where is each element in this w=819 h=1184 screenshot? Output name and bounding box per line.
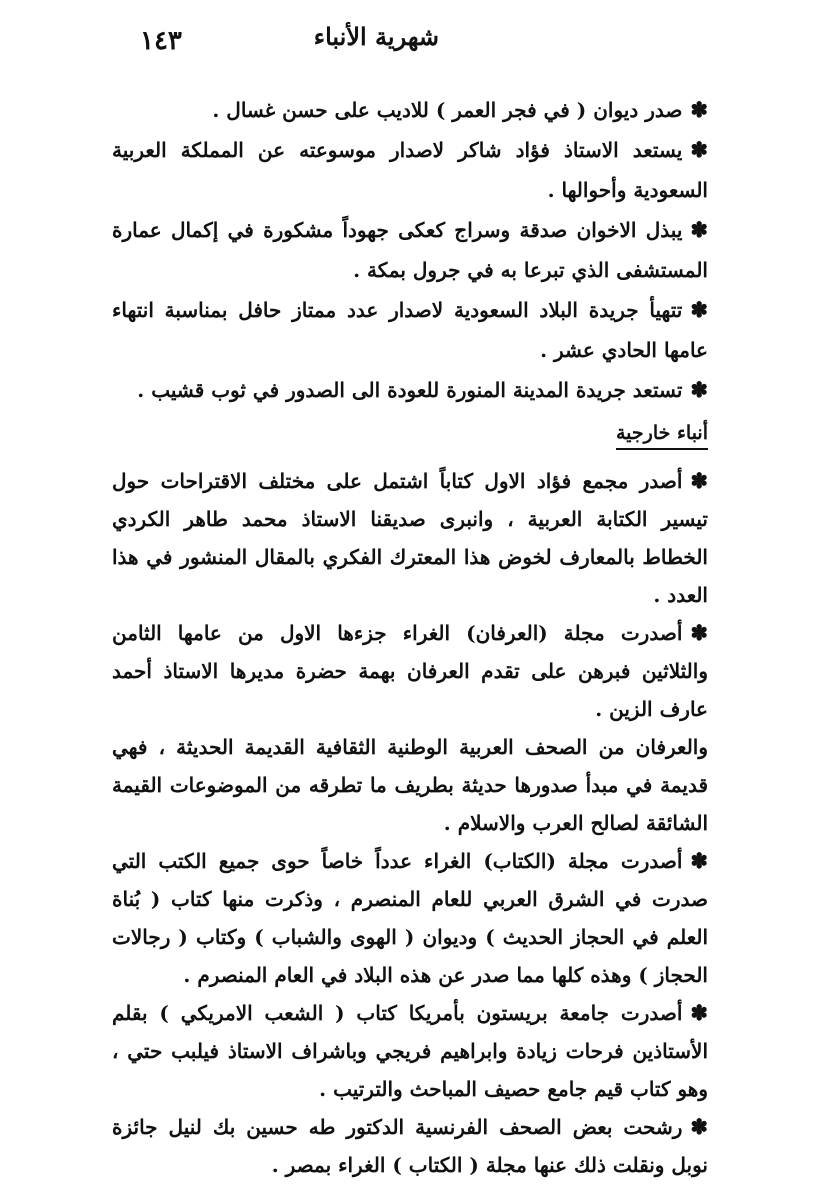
news-item: ✽ أصدر مجمع فؤاد الاول كتاباً اشتمل على مختلف الاقتراحات حول تيسير الكتابة العربية ، وانبرى صديقنا الاستاذ محمد طاهر الكردي الخطاط بالمعارف لخوض هذا المعترك الفكري بالمقال المنشور في هذا العدد .: [112, 462, 708, 614]
paragraph: والعرفان من الصحف العربية الوطنية الثقافية القديمة الحديثة ، فهي قديمة في مبدأ صدورها حديثة بطريف ما تطرقه من الموضوعات القيمة الشائقة لصالح العرب والاسلام .: [112, 735, 708, 835]
news-item: ✽ أصدرت مجلة (العرفان) الغراء جزءها الاول من عامها الثامن والثلاثين فبرهن على تقدم العرفان بهمة حضرة مديرها الاستاذ أحمد عارف الزين .: [112, 614, 708, 728]
news-item: ✽ صدر ديوان ( في فجر العمر ) للاديب على حسن غسال .: [112, 90, 708, 130]
news-item: ✽ تتهيأ جريدة البلاد السعودية لاصدار عدد ممتاز حافل بمناسبة انتهاء عامها الحادي عشر .: [112, 290, 708, 370]
news-item: ✽ يستعد الاستاذ فؤاد شاكر لاصدار موسوعته عن المملكة العربية السعودية وأحوالها .: [112, 130, 708, 210]
page-content: [112, 90, 708, 1184]
news-item: ✽ تستعد جريدة المدينة المنورة للعودة الى الصدور في ثوب قشيب .: [112, 370, 708, 410]
news-item: ✽ يبذل الاخوان صدقة وسراج كعكى جهوداً مشكورة في إكمال عمارة المستشفى الذي تبرعا به في جرول بمكة .: [112, 210, 708, 290]
news-item: ✽ رشحت بعض الصحف الفرنسية الدكتور طه حسين بك لنيل جائزة نوبل ونقلت ذلك عنها مجلة ( الكتاب ) الغراء بمصر .: [112, 1108, 708, 1184]
page-header: [140, 22, 439, 62]
news-item: ✽ أصدرت جامعة بريستون بأمريكا كتاب ( الشعب الامريكي ) بقلم الأستاذين فرحات زيادة وابراهيم فريجي وباشراف الاستاذ فيلبب حتي ، وهو كتاب قيم جامع حصيف المباحث والترتيب .: [112, 994, 708, 1108]
section-heading: أنباء خارجية: [616, 418, 708, 450]
running-title: شهرية الأنباء: [313, 22, 439, 51]
page-number: ١٤٣: [140, 26, 182, 56]
news-item: ✽ أصدرت مجلة (الكتاب) الغراء عدداً خاصاً حوى جميع الكتب التي صدرت في الشرق العربي للعام المنصرم ، وذكرت منها كتاب ( بُناة العلم في الحجاز الحديث ) وديوان ( الهوى والشباب ) وكتاب ( رجالات الحجاز ) وهذه كلها مما صدر عن هذه البلاد في العام المنصرم .: [112, 842, 708, 994]
